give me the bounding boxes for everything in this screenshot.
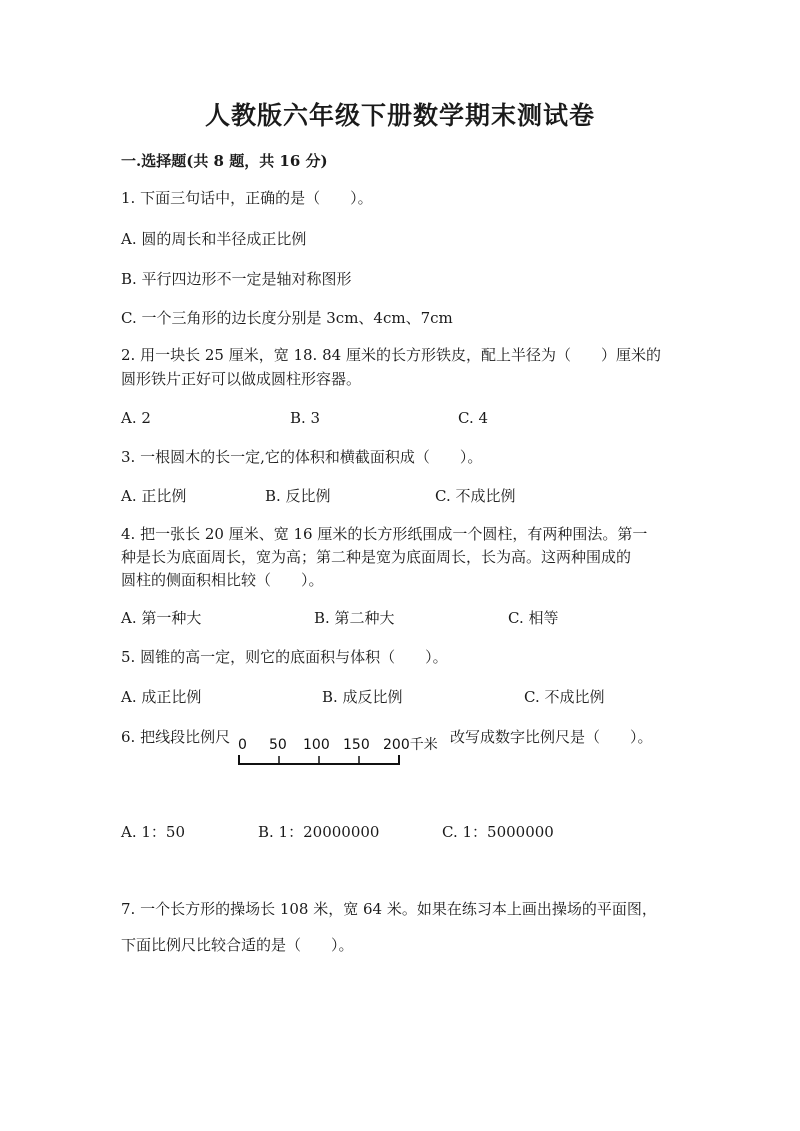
question-3-option-a: A. 正比例 — [121, 487, 187, 505]
question-2-option-c: C. 4 — [458, 409, 489, 427]
question-6-stem-left: 6. 把线段比例尺 — [121, 728, 231, 746]
question-4-stem-line2: 种是长为底面周长，宽为高；第二种是宽为底面周长，长为高。这两种围成的 — [121, 548, 632, 566]
question-7-stem-line1: 7. 一个长方形的操场长 108 米，宽 64 米。如果在练习本上画出操场的平面图， — [121, 900, 657, 918]
question-7-stem-line2: 下面比例尺比较合适的是（ ）。 — [121, 936, 354, 954]
question-4-option-a: A. 第一种大 — [121, 609, 202, 627]
question-6-option-b: B. 1：20000000 — [258, 823, 380, 841]
question-5-stem: 5. 圆锥的高一定，则它的底面积与体积（ ）。 — [121, 648, 448, 666]
question-5-option-c: C. 不成比例 — [524, 688, 605, 706]
question-5-option-b: B. 成反比例 — [322, 688, 403, 706]
question-6-option-a: A. 1：50 — [121, 823, 185, 841]
question-6-option-c: C. 1：5000000 — [442, 823, 554, 841]
page-title: 人教版六年级下册数学期末测试卷 — [204, 101, 595, 130]
question-6-stem-right: 改写成数字比例尺是（ ）。 — [450, 728, 653, 746]
question-2-option-b: B. 3 — [290, 409, 321, 427]
question-2-stem-line2: 圆形铁片正好可以做成圆柱形容器。 — [121, 370, 362, 388]
scale-label-100: 100 — [303, 737, 330, 753]
question-3-option-b: B. 反比例 — [265, 487, 331, 505]
question-1-option-a: A. 圆的周长和半径成正比例 — [121, 230, 307, 248]
question-4-option-b: B. 第二种大 — [314, 609, 395, 627]
question-3-option-c: C. 不成比例 — [435, 487, 516, 505]
scale-label-50: 50 — [269, 737, 287, 753]
question-1-stem: 1. 下面三句话中，正确的是（ ）。 — [121, 189, 373, 207]
question-2-stem-line1: 2. 用一块长 25 厘米，宽 18. 84 厘米的长方形铁皮，配上半径为（ ）厘米的 — [121, 346, 661, 364]
question-1-option-b: B. 平行四边形不一定是轴对称图形 — [121, 270, 352, 288]
question-4-stem-line3: 圆柱的侧面积相比较（ ）。 — [121, 571, 324, 589]
scale-label-0: 0 — [238, 737, 247, 753]
scale-label-200-km: 200千米 — [383, 737, 438, 753]
question-3-stem: 3. 一根圆木的长一定,它的体积和横截面积成（ ）。 — [121, 448, 483, 466]
question-1-option-c: C. 一个三角形的边长度分别是 3cm、4cm、7cm — [121, 309, 453, 327]
question-2-option-a: A. 2 — [121, 409, 151, 427]
question-4-option-c: C. 相等 — [508, 609, 559, 627]
section-heading: 一.选择题(共 8 题，共 16 分) — [121, 152, 328, 170]
question-4-stem-line1: 4. 把一张长 20 厘米、宽 16 厘米的长方形纸围成一个圆柱，有两种围法。第一 — [121, 525, 648, 543]
line-segment-scale-figure — [236, 735, 450, 769]
question-5-option-a: A. 成正比例 — [121, 688, 202, 706]
scale-label-150: 150 — [343, 737, 370, 753]
